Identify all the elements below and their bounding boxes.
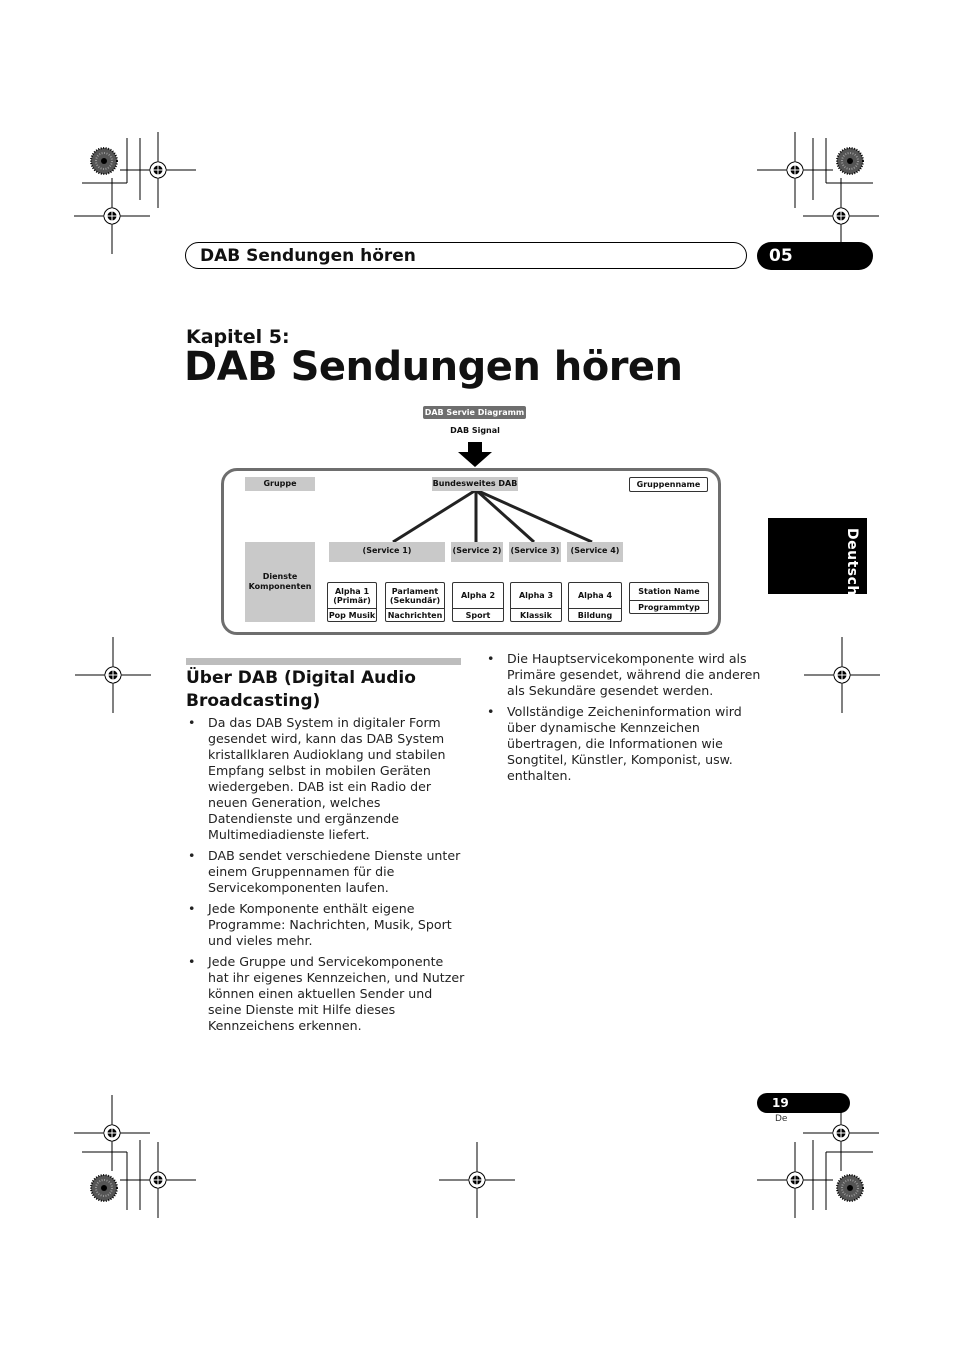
- station-box: [629, 582, 709, 614]
- station-name: Station Name: [638, 587, 700, 596]
- component-alpha1: [327, 582, 377, 622]
- component-parlament: [385, 582, 445, 622]
- dienste-komponenten: Dienste Komponenten: [245, 542, 315, 622]
- component-alpha2: [452, 582, 504, 622]
- bullet-item: • DAB sendet verschiedene Dienste unter einem Gruppennamen für die Servicekomponenten laufen.: [186, 848, 466, 896]
- header-title: DAB Sendungen hören: [200, 246, 416, 266]
- programmtyp: Programmtyp: [630, 600, 708, 614]
- language-tab-label: Deutsch: [844, 528, 860, 596]
- component-genre: Bildung: [569, 608, 621, 622]
- chapter-number: 05: [769, 246, 793, 266]
- bullet-item: • Jede Komponente enthält eigene Programme: Nachrichten, Musik, Sport und vieles mehr.: [186, 901, 466, 949]
- bullet-item: • Die Hauptservicekomponente wird als Primäre gesendet, während die anderen als Sekundäre gesendet werden.: [485, 651, 765, 699]
- component-genre: Sport: [453, 608, 503, 622]
- service-4: (Service 4): [567, 542, 623, 562]
- gruppenname-label: Gruppenname: [629, 477, 708, 492]
- component-genre: Nachrichten: [386, 608, 444, 622]
- component-genre: Klassik: [511, 608, 561, 622]
- section-title: Über DAB (Digital Audio Broadcasting): [186, 668, 416, 711]
- component-name: Parlament (Sekundär): [389, 586, 441, 605]
- component-name: Alpha 4: [577, 591, 613, 600]
- page-number-badge: [757, 1093, 850, 1113]
- dab-signal-label: DAB Signal: [450, 426, 500, 435]
- component-name: Alpha 2: [460, 591, 496, 600]
- component-name: Alpha 1 (Primär): [333, 586, 371, 605]
- service-3: (Service 3): [509, 542, 561, 562]
- component-alpha3: [510, 582, 562, 622]
- chapter-label: Kapitel 5:: [186, 326, 290, 348]
- bullet-item: • Jede Gruppe und Servicekomponente hat ihr eigenes Kennzeichen, und Nutzer können einen aktuellen Sender und seine Dienste mit Hilfe dieses Kennzeichens erkennen.: [186, 954, 466, 1034]
- component-name: Alpha 3: [518, 591, 554, 600]
- page-language: De: [775, 1114, 788, 1124]
- service-1: (Service 1): [329, 542, 445, 562]
- gruppe-label: Gruppe: [245, 477, 315, 491]
- bullet-item: • Da das DAB System in digitaler Form gesendet wird, kann das DAB System kristallklaren Audioklang und stabilen Empfang selbst in mobilen Geräten wiedergeben. DAB ist ein Radio der neuen Generation, welches Datendienste und ergänzende Multimediadienste liefert.: [186, 715, 466, 843]
- page-title: DAB Sendungen hören: [184, 344, 683, 390]
- right-bullet-list: [485, 651, 765, 789]
- section-bar: [186, 658, 461, 665]
- bullet-item: • Vollständige Zeicheninformation wird über dynamische Kennzeichen übertragen, die Informationen wie Songtitel, Künstler, Komponist, usw. enthalten.: [485, 704, 765, 784]
- diagram-title: DAB Servie Diagramm: [424, 408, 525, 417]
- bundesweites-label: Bundesweites DAB: [432, 477, 518, 491]
- service-2: (Service 2): [451, 542, 503, 562]
- component-alpha4: [568, 582, 622, 622]
- page-number: 19: [772, 1096, 789, 1110]
- component-genre: Pop Musik: [328, 608, 376, 622]
- left-bullet-list: [186, 715, 466, 1039]
